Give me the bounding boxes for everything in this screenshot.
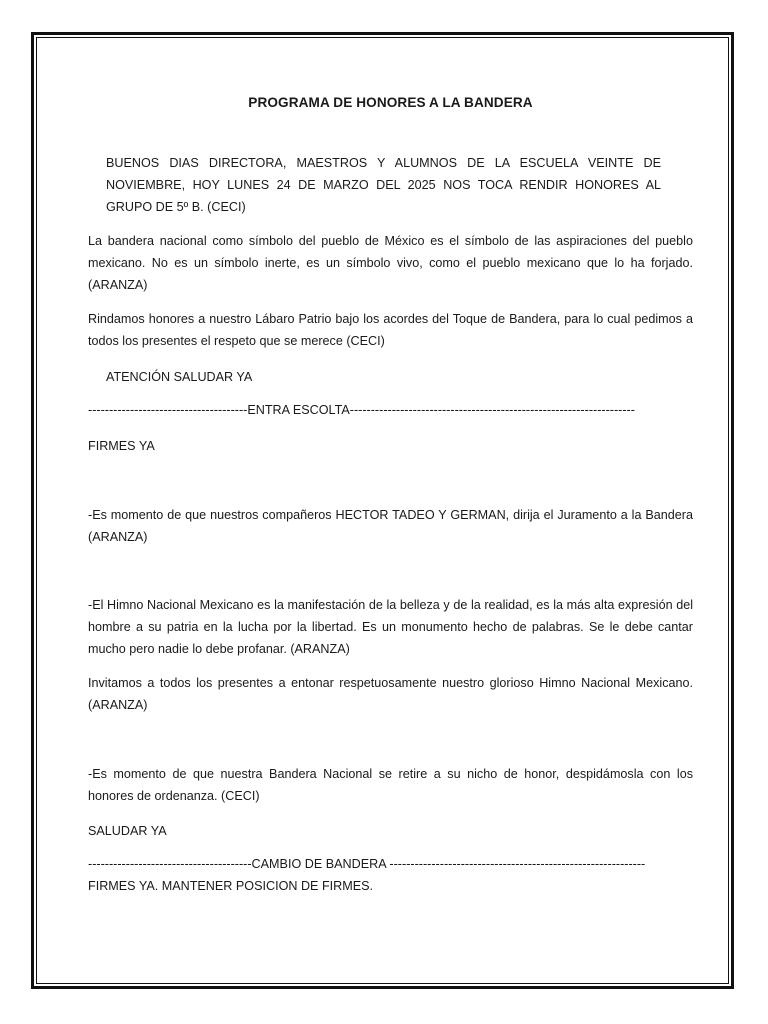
honors-paragraph: Rindamos honores a nuestro Lábaro Patrio bajo los acordes del Toque de Bandera, para lo cual pedimos a todos los presentes el respeto que se merece (CECI) bbox=[88, 312, 693, 348]
final-firm-command: FIRMES YA. MANTENER POSICION DE FIRMES. bbox=[88, 879, 374, 893]
salute-command: SALUDAR YA bbox=[88, 824, 167, 838]
document-title: PROGRAMA DE HONORES A LA BANDERA bbox=[248, 95, 533, 110]
escort-enters-divider: --------------------------------------ENTRA ESCOLTA-------------------------------------------------------------------- bbox=[88, 403, 635, 417]
flag-retire-paragraph: -Es momento de que nuestra Bandera Nacional se retire a su nicho de honor, despidámosla con los honores de ordenanza. (CECI) bbox=[88, 767, 693, 803]
invite-anthem-paragraph: Invitamos a todos los presentes a entonar respetuosamente nuestro glorioso Himno Nacional Mexicano. (ARANZA) bbox=[88, 676, 693, 712]
oath-paragraph: -Es momento de que nuestros compañeros HECTOR TADEO Y GERMAN, dirija el Juramento a la Bandera (ARANZA) bbox=[88, 508, 693, 544]
attention-firm-command: FIRMES YA bbox=[88, 439, 155, 453]
flag-symbol-paragraph: La bandera nacional como símbolo del pueblo de México es el símbolo de las aspiraciones del pueblo mexicano. No es un símbolo inerte, es un símbolo vivo, como el pueblo mexicano que lo ha forjado. (ARANZA) bbox=[88, 234, 693, 292]
attention-command: ATENCIÓN SALUDAR YA bbox=[106, 370, 253, 384]
anthem-paragraph: -El Himno Nacional Mexicano es la manifestación de la belleza y de la realidad, es la más alta expresión del hombre a su patria en la lucha por la libertad. Es un monumento hecho de palabras. Se le debe cantar mucho pero nadie lo debe profanar. (ARANZA) bbox=[88, 598, 693, 656]
flag-change-divider: ---------------------------------------CAMBIO DE BANDERA ------------------------------------------------------------- bbox=[88, 857, 646, 871]
greeting-paragraph: BUENOS DIAS DIRECTORA, MAESTROS Y ALUMNOS DE LA ESCUELA VEINTE DE NOVIEMBRE, HOY LUNES 24 DE MARZO DEL 2025 NOS TOCA RENDIR HONORES AL GRUPO DE 5º B. (CECI) bbox=[106, 156, 661, 214]
